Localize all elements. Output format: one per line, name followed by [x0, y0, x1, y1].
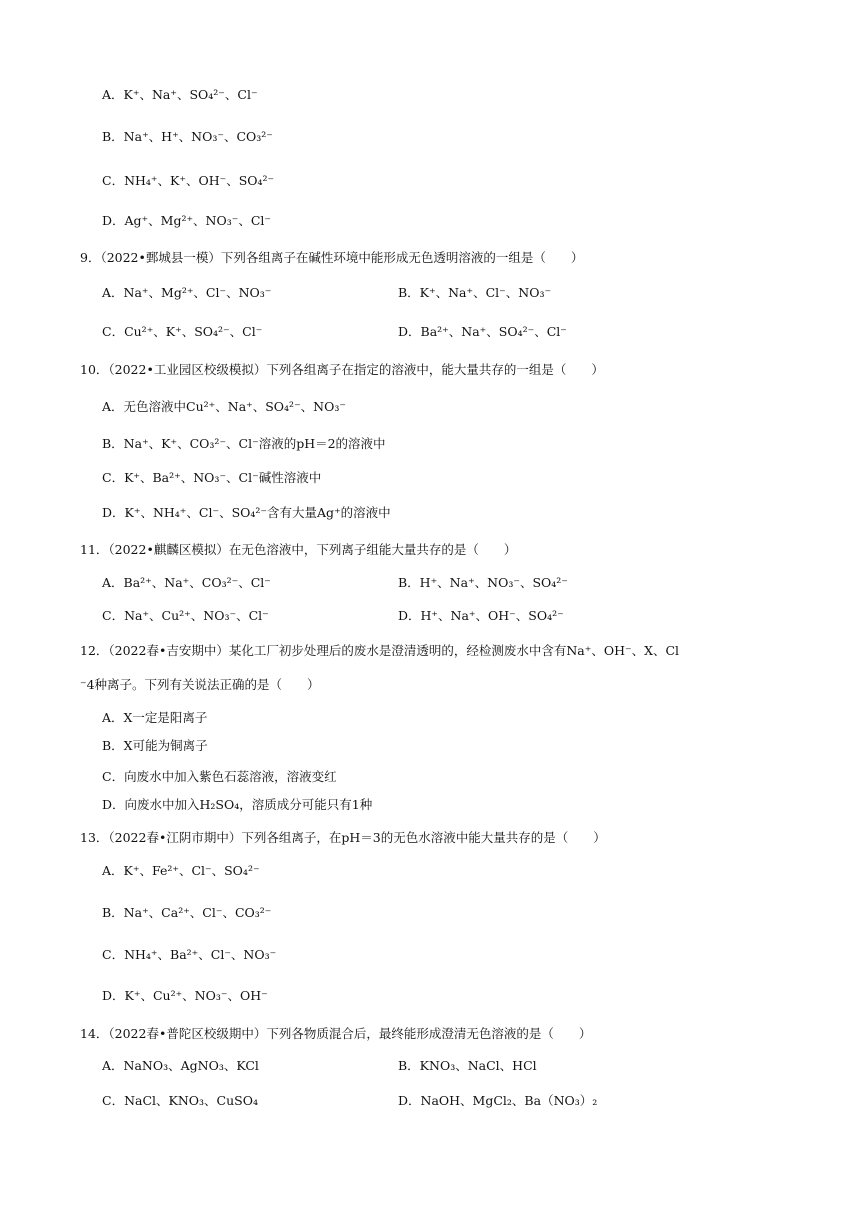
q8-option-c[interactable]: C．NH₄⁺、K⁺、OH⁻、SO₄²⁻ [102, 173, 275, 188]
q11-stem: 11．（2022•麒麟区模拟）在无色溶液中，下列离子组能大量共存的是（ ） [80, 542, 517, 557]
q11-option-a[interactable]: A．Ba²⁺、Na⁺、CO₃²⁻、Cl⁻ [102, 575, 271, 590]
q13-option-c[interactable]: C．NH₄⁺、Ba²⁺、Cl⁻、NO₃⁻ [102, 947, 277, 962]
q11-option-c[interactable]: C．Na⁺、Cu²⁺、NO₃⁻、Cl⁻ [102, 608, 269, 623]
q11-option-d[interactable]: D．H⁺、Na⁺、OH⁻、SO₄²⁻ [398, 608, 564, 623]
q9-option-d[interactable]: D．Ba²⁺、Na⁺、SO₄²⁻、Cl⁻ [398, 324, 567, 339]
q14-option-d[interactable]: D．NaOH、MgCl₂、Ba（NO₃）₂ [398, 1093, 598, 1108]
q12-stem-line2: ⁻4种离子。下列有关说法正确的是（ ） [80, 677, 320, 692]
q9-option-b[interactable]: B．K⁺、Na⁺、Cl⁻、NO₃⁻ [398, 285, 552, 300]
q12-option-d[interactable]: D．向废水中加入H₂SO₄，溶质成分可能只有1种 [102, 797, 373, 812]
q14-option-c[interactable]: C．NaCl、KNO₃、CuSO₄ [102, 1093, 258, 1108]
q14-option-a[interactable]: A．NaNO₃、AgNO₃、KCl [102, 1058, 259, 1073]
q11-option-b[interactable]: B．H⁺、Na⁺、NO₃⁻、SO₄²⁻ [398, 575, 568, 590]
q10-option-c[interactable]: C．K⁺、Ba²⁺、NO₃⁻、Cl⁻碱性溶液中 [102, 470, 322, 485]
q13-option-b[interactable]: B．Na⁺、Ca²⁺、Cl⁻、CO₃²⁻ [102, 905, 272, 920]
q12-option-a[interactable]: A．X一定是阳离子 [102, 710, 208, 725]
q12-option-c[interactable]: C．向废水中加入紫色石蕊溶液，溶液变红 [102, 769, 337, 784]
q14-option-b[interactable]: B．KNO₃、NaCl、HCl [398, 1058, 537, 1073]
q14-stem: 14．（2022春•普陀区校级期中）下列各物质混合后，最终能形成澄清无色溶液的是（ ） [80, 1026, 592, 1041]
q13-option-a[interactable]: A．K⁺、Fe²⁺、Cl⁻、SO₄²⁻ [102, 863, 260, 878]
q9-option-c[interactable]: C．Cu²⁺、K⁺、SO₄²⁻、Cl⁻ [102, 324, 263, 339]
q10-option-a[interactable]: A．无色溶液中Cu²⁺、Na⁺、SO₄²⁻、NO₃⁻ [102, 399, 346, 414]
q9-stem: 9．（2022•鄄城县一模）下列各组离子在碱性环境中能形成无色透明溶液的一组是（ ） [80, 250, 584, 265]
q8-option-a[interactable]: A．K⁺、Na⁺、SO₄²⁻、Cl⁻ [102, 87, 258, 102]
q10-option-b[interactable]: B．Na⁺、K⁺、CO₃²⁻、Cl⁻溶液的pH＝2的溶液中 [102, 436, 386, 451]
q13-option-d[interactable]: D．K⁺、Cu²⁺、NO₃⁻、OH⁻ [102, 988, 268, 1003]
q10-option-d[interactable]: D．K⁺、NH₄⁺、Cl⁻、SO₄²⁻含有大量Ag⁺的溶液中 [102, 505, 391, 520]
q9-option-a[interactable]: A．Na⁺、Mg²⁺、Cl⁻、NO₃⁻ [102, 285, 272, 300]
q10-stem: 10．（2022•工业园区校级模拟）下列各组离子在指定的溶液中，能大量共存的一组是（ ） [80, 362, 604, 377]
q13-stem: 13．（2022春•江阴市期中）下列各组离子，在pH＝3的无色水溶液中能大量共存的是（ ） [80, 830, 606, 845]
q8-option-d[interactable]: D．Ag⁺、Mg²⁺、NO₃⁻、Cl⁻ [102, 213, 272, 228]
q8-option-b[interactable]: B．Na⁺、H⁺、NO₃⁻、CO₃²⁻ [102, 129, 273, 144]
q12-stem-line1: 12．（2022春•吉安期中）某化工厂初步处理后的废水是澄清透明的，经检测废水中含有Na⁺、OH⁻、X、Cl [80, 643, 680, 658]
q12-option-b[interactable]: B．X可能为铜离子 [102, 738, 208, 753]
